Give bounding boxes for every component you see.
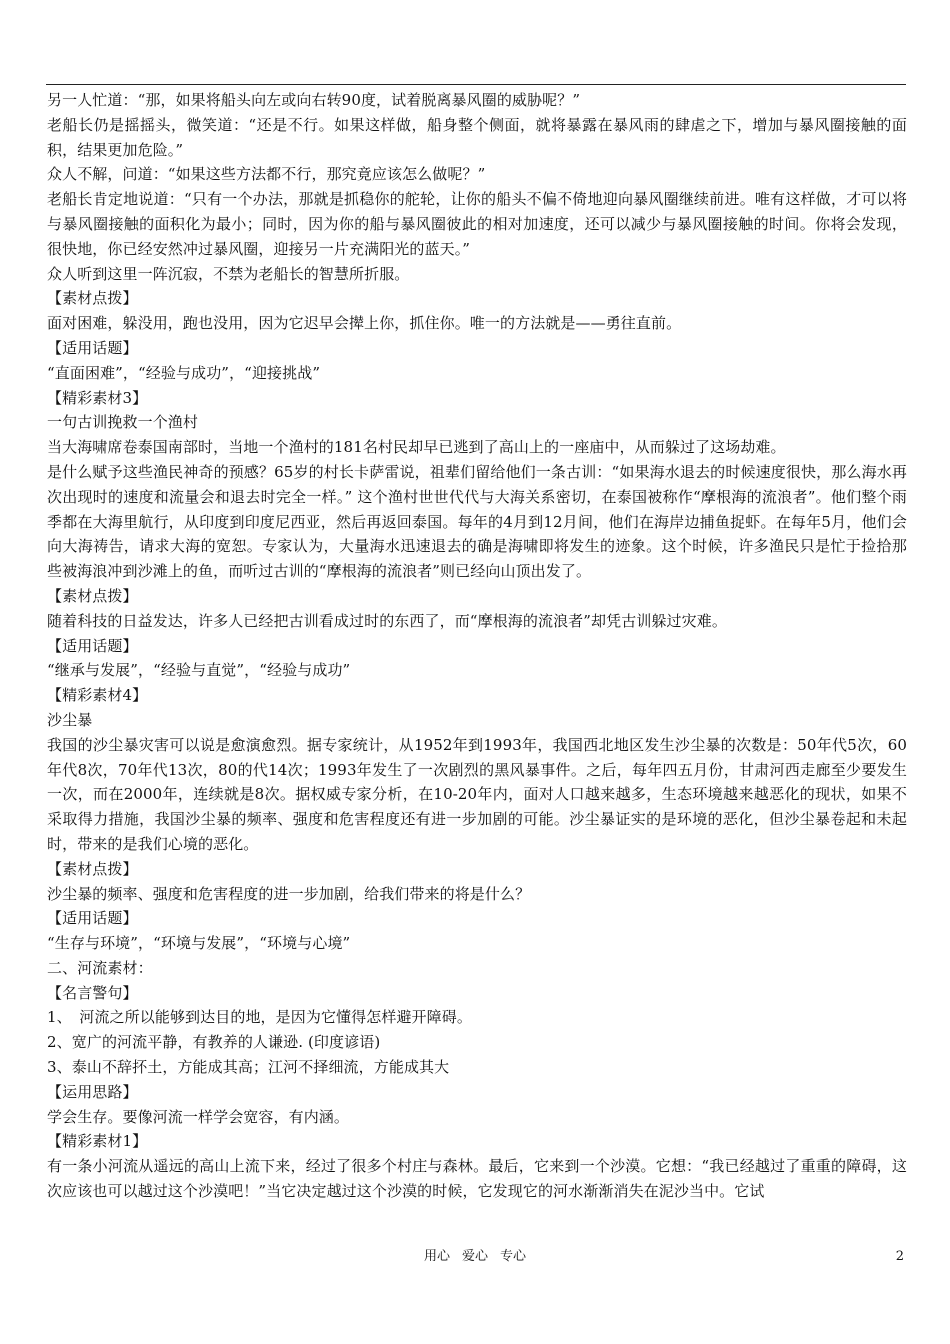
paragraph: 老船长仍是摇摇头，微笑道：“还是不行。如果这样做，船身整个侧面，就将暴露在暴风雨的肆虐之下，增加与暴风圈接触的面积，结果更加危险。” bbox=[47, 115, 907, 159]
paragraph: 面对困难，躲没用，跑也没用，因为它迟早会撵上你，抓住你。唯一的方法就是——勇往直前。 bbox=[47, 314, 682, 333]
section-heading: 【适用话题】 bbox=[47, 338, 138, 357]
paragraph: 学会生存。要像河流一样学会宽容，有内涵。 bbox=[47, 1107, 350, 1126]
page-number: 2 bbox=[895, 1249, 904, 1264]
quote-item: 1、 河流之所以能够到达目的地，是因为它懂得怎样避开障碍。 bbox=[47, 1008, 472, 1027]
section-heading: 【名言警句】 bbox=[47, 983, 138, 1002]
section-heading: 【精彩素材3】 bbox=[47, 388, 148, 407]
paragraph: “继承与发展”，“经验与直觉”，“经验与成功” bbox=[47, 661, 351, 680]
footer-motto-3: 专心 bbox=[500, 1249, 527, 1264]
section-heading: 【精彩素材1】 bbox=[47, 1132, 148, 1151]
paragraph: 当大海啸席卷泰国南部时，当地一个渔村的181名村民却早已逃到了高山上的一座庙中，从而躲过了这场劫难。 bbox=[47, 438, 786, 457]
section-heading: 【适用话题】 bbox=[47, 636, 138, 655]
quote-item: 2、宽广的河流平静，有教养的人谦逊. (印度谚语) bbox=[47, 1033, 381, 1052]
footer-motto bbox=[0, 1248, 950, 1266]
paragraph: 随着科技的日益发达，许多人已经把古训看成过时的东西了，而“摩根海的流浪者”却凭古训躲过灾难。 bbox=[47, 611, 727, 630]
story-title: 沙尘暴 bbox=[47, 710, 93, 729]
paragraph: 众人不解，问道：“如果这些方法都不行，那究竟应该怎么做呢？” bbox=[47, 165, 486, 184]
section-heading: 【素材点拨】 bbox=[47, 586, 138, 605]
header-rule bbox=[46, 84, 906, 85]
paragraph: 有一条小河流从遥远的高山上流下来，经过了很多个村庄与森林。最后，它来到一个沙漠。它想：“我已经越过了重重的障碍，这次应该也可以越过这个沙漠吧！”当它决定越过这个沙漠的时候，它发现它的河水渐渐消失在泥沙当中。它试 bbox=[47, 1157, 907, 1201]
document-body bbox=[47, 88, 907, 1204]
section-heading: 【精彩素材4】 bbox=[47, 686, 148, 705]
paragraph: 我国的沙尘暴灾害可以说是愈演愈烈。据专家统计，从1952年到1993年，我国西北地区发生沙尘暴的次数是：50年代5次，60年代8次，70年代13次，80的代14次；1993年发生了一次剧烈的黑风暴事件。之后，每年四五月份，甘肃河西走廊至少要发生一次，而在2000年，连续就是8次。据权威专家分析，在10-20年内，面对人口越来越多，生态环境越来越恶化的现状，如果不采取得力措施，我国沙尘暴的频率、强度和危害程度还有进一步加剧的可能。沙尘暴证实的是环境的恶化，但沙尘暴卷起和未起时，带来的是我们心境的恶化。 bbox=[47, 735, 907, 853]
section-heading: 【素材点拨】 bbox=[47, 289, 138, 308]
paragraph: 另一人忙道：“那，如果将船头向左或向右转90度，试着脱离暴风圈的威胁呢？” bbox=[47, 91, 581, 109]
footer-motto-1: 用心 bbox=[423, 1249, 450, 1264]
quote-item: 3、泰山不辞抔土，方能成其高；江河不择细流，方能成其大 bbox=[47, 1058, 450, 1077]
story-title: 一句古训挽救一个渔村 bbox=[47, 413, 199, 432]
footer-motto-2: 爱心 bbox=[461, 1249, 488, 1264]
chapter-heading: 二、河流素材： bbox=[47, 958, 153, 977]
paragraph: 沙尘暴的频率、强度和危害程度的进一步加剧，给我们带来的将是什么？ bbox=[47, 884, 531, 903]
section-heading: 【运用思路】 bbox=[47, 1082, 138, 1101]
paragraph: 是什么赋予这些渔民神奇的预感？65岁的村长卡萨雷说，祖辈们留给他们一条古训：“如果海水退去的时候速度很快，那么海水再次出现时的速度和流量会和退去时完全一样。” 这个渔村世世代代与大海关系密切，在泰国被称作“摩根海的流浪者”。他们整个雨季都在大海里航行，从印度到印度尼西亚，然后再返回泰国。每年的4月到12月间，他们在海岸边捕鱼捉虾。在每年5月，他们会向大海祷告，请求大海的宽恕。专家认为，大量海水迅速退去的确是海啸即将发生的迹象。这个时候，许多渔民只是忙于捡拾那些被海浪冲到沙滩上的鱼，而听过古训的“摩根海的流浪者”则已经向山顶出发了。 bbox=[47, 462, 907, 581]
section-heading: 【适用话题】 bbox=[47, 909, 138, 928]
paragraph: “直面困难”，“经验与成功”，“迎接挑战” bbox=[47, 363, 321, 382]
paragraph: 老船长肯定地说道：“只有一个办法，那就是抓稳你的舵轮，让你的船头不偏不倚地迎向暴风圈继续前进。唯有这样做，才可以将与暴风圈接触的面积化为最小；同时，因为你的船与暴风圈彼此的相对加速度，还可以减少与暴风圈接触的时间。你将会发现，很快地，你已经安然冲过暴风圈，迎接另一片充满阳光的蓝天。” bbox=[47, 190, 907, 258]
section-heading: 【素材点拨】 bbox=[47, 859, 138, 878]
paragraph: “生存与环境”，“环境与发展”，“环境与心境” bbox=[47, 934, 351, 953]
paragraph: 众人听到这里一阵沉寂，不禁为老船长的智慧所折服。 bbox=[47, 264, 410, 283]
